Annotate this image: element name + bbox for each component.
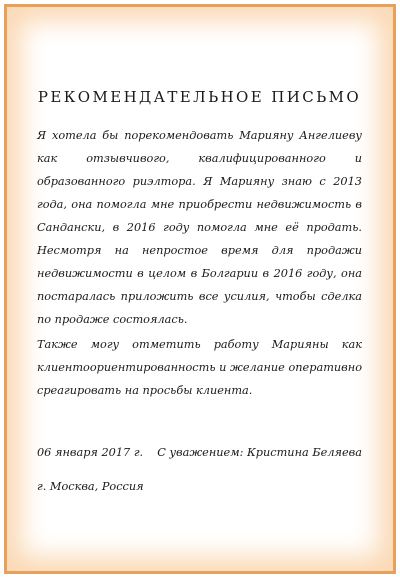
letter-title: РЕКОМЕНДАТЕЛЬНОЕ ПИСЬМО (37, 88, 362, 106)
letter-date: 06 января 2017 г. (37, 446, 144, 459)
paragraph-additional: Также могу отметить работу Марияны как клиентоориентированность и желание оперативно среагировать на просьбы клиента. (37, 338, 362, 397)
letter-body (37, 88, 362, 497)
closing-line (37, 443, 362, 467)
signature: С уважением: Кристина Беляева (157, 446, 362, 459)
letter-city: г. Москва, Россия (37, 480, 144, 493)
paragraph-recommendation: Я хотела бы порекомендовать Марияну Ангелиеву как отзывчивого, квалифицированного и образованного риэлтора. Я Марияну знаю с 2013 года, она помогла мне приобрести недвижимость в Сандански, в 2016 году помогла мне её продать. Несмотря на непростое время для продажи недвижимости в целом в Болгарии в 2016 году, она постаралась приложить все усилия, чтобы сделка по продаже состоялась. (37, 129, 362, 326)
